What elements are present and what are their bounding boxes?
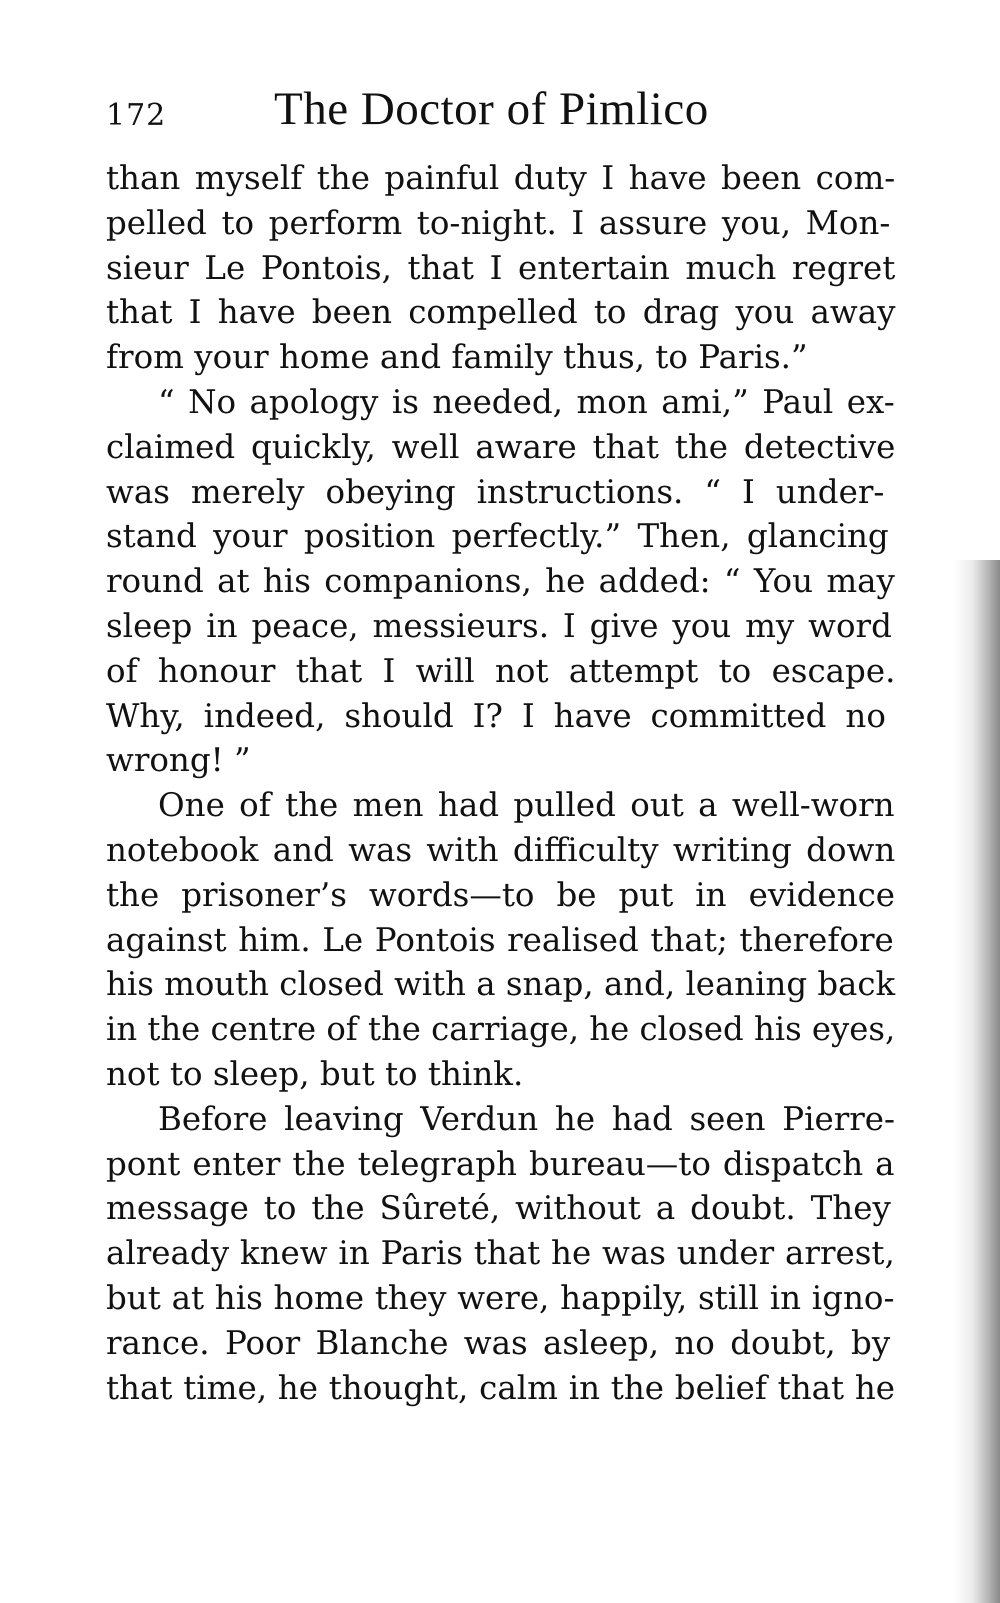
text-line: already knew in Paris that he was under arrest, xyxy=(106,1234,895,1273)
page-number: 172 xyxy=(106,98,167,133)
text-line: sleep in peace, messieurs. I give you my word xyxy=(106,606,892,645)
text-line: that I have been compelled to drag you away xyxy=(106,293,896,332)
text-line: in the centre of the carriage, he closed his eyes, xyxy=(106,1010,896,1049)
body-text xyxy=(106,156,895,1410)
running-title: The Doctor of Pimlico xyxy=(274,83,709,135)
text-line: wrong! ” xyxy=(106,741,251,780)
text-line: was merely obeying instructions. “ I under- xyxy=(106,472,885,511)
text-line: claimed quickly, well aware that the detective xyxy=(106,427,896,466)
text-line: pont enter the telegraph bureau—to dispatch a xyxy=(106,1144,895,1183)
text-line: than myself the painful duty I have been com- xyxy=(106,159,896,197)
text-line: notebook and was with difficulty writing down xyxy=(106,830,896,869)
text-line: from your home and family thus, to Paris.” xyxy=(106,338,808,377)
paragraph-start-line: Before leaving Verdun he had seen Pierre- xyxy=(158,1099,895,1138)
text-line: rance. Poor Blanche was asleep, no doubt, by xyxy=(106,1323,891,1362)
text-line: round at his companions, he added: “ You may xyxy=(106,562,895,601)
text-line: stand your position perfectly.” Then, glancing xyxy=(106,517,889,556)
paragraph-start-line: “ No apology is needed, mon ami,” Paul ex- xyxy=(158,382,895,421)
text-line: but at his home they were, happily, still in igno- xyxy=(106,1278,895,1317)
text-line: against him. Le Pontois realised that; therefore xyxy=(106,920,894,959)
page-edge-shadow xyxy=(954,560,1000,1603)
text-line: that time, he thought, calm in the belief that he xyxy=(106,1368,896,1407)
paragraph-start-line: One of the men had pulled out a well-worn xyxy=(158,786,895,825)
text-line: his mouth closed with a snap, and, leaning back xyxy=(106,965,896,1004)
text-line: not to sleep, but to think. xyxy=(106,1054,524,1093)
text-line: message to the Sûreté, without a doubt. They xyxy=(106,1189,891,1228)
page-header xyxy=(106,82,906,142)
text-line: the prisoner’s words—to be put in evidence xyxy=(106,875,896,914)
text-line: of honour that I will not attempt to escape. xyxy=(106,651,896,690)
text-line: Why, indeed, should I? I have committed no xyxy=(106,696,886,735)
text-line: sieur Le Pontois, that I entertain much regret xyxy=(106,248,896,287)
text-line: pelled to perform to-night. I assure you, Mon- xyxy=(106,203,891,242)
